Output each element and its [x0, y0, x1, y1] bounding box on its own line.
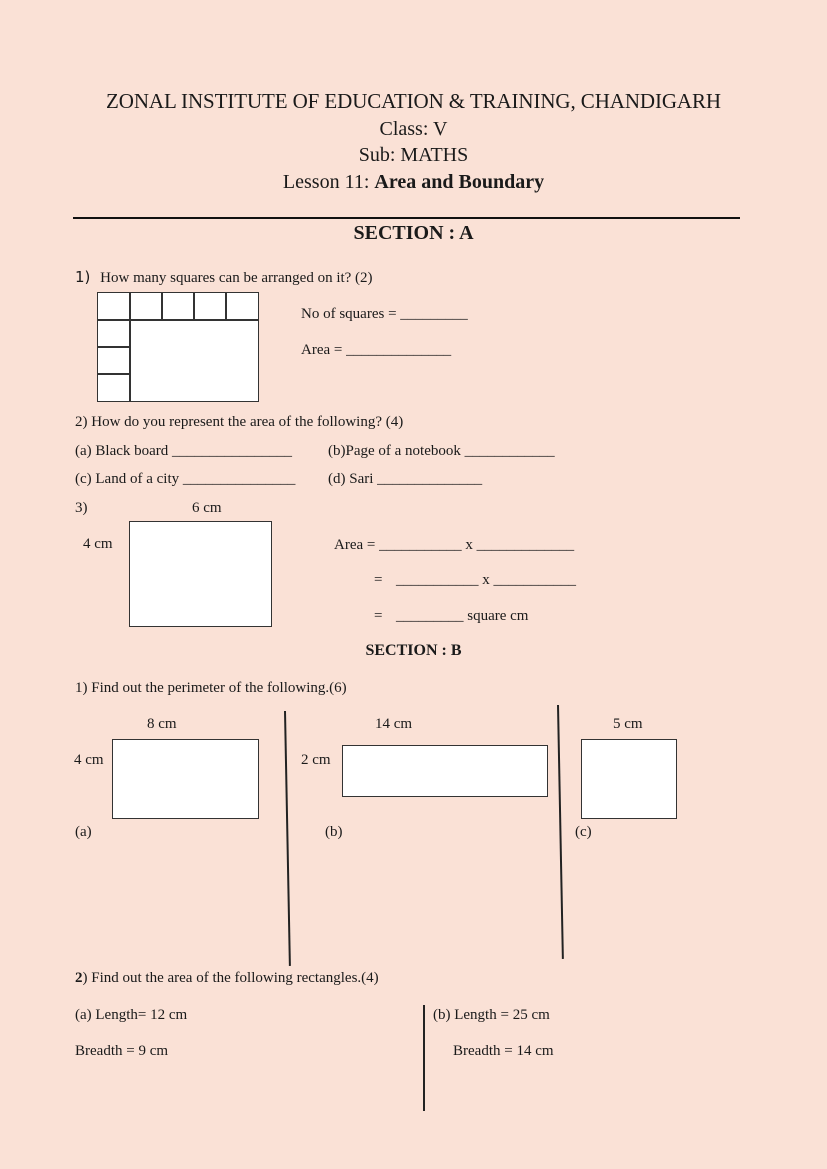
section-b-q1-text: 1) Find out the perimeter of the following.(6) — [75, 680, 347, 696]
q3-area-line-3[interactable]: _________ square cm — [396, 608, 529, 624]
q2-item-c[interactable]: (c) Land of a city _______________ — [75, 471, 296, 487]
fig-c-label: (c) — [575, 824, 592, 840]
column-divider — [557, 705, 563, 959]
q3-rectangle-figure — [129, 521, 272, 627]
q2-b-length: (b) Length = 25 cm — [433, 1007, 550, 1023]
q3-area-line-1[interactable]: Area = ___________ x _____________ — [334, 537, 575, 553]
q1-text: How many squares can be arranged on it? (2) — [100, 270, 373, 286]
institute-name: ZONAL INSTITUTE OF EDUCATION & TRAINING, CHANDIGARH — [106, 89, 721, 113]
lesson-title: Area and Boundary — [374, 171, 545, 193]
q3-equals-2: = — [374, 572, 383, 588]
q2-a-length: (a) Length= 12 cm — [75, 1007, 188, 1023]
section-a-q2-text: 2) How do you represent the area of the following? (4) — [75, 414, 404, 430]
fig-c-top-dimension: 5 cm — [613, 716, 643, 732]
fig-c-rectangle — [581, 739, 677, 819]
q3-top-dimension: 6 cm — [192, 500, 222, 516]
fig-a-side-dimension: 4 cm — [74, 752, 104, 768]
fig-a-label: (a) — [75, 824, 92, 840]
q3-side-dimension: 4 cm — [83, 536, 113, 552]
fig-a-top-dimension: 8 cm — [147, 716, 177, 732]
fig-b-top-dimension: 14 cm — [375, 716, 413, 732]
fig-b-rectangle — [342, 745, 548, 797]
column-divider — [284, 711, 290, 966]
no-of-squares-answer[interactable]: No of squares = _________ — [301, 306, 468, 322]
section-b-title: SECTION : B — [365, 642, 462, 659]
q2-number: 2 — [75, 970, 83, 986]
grid-row-line — [97, 373, 130, 375]
section-a-q3-number: 3) — [75, 500, 88, 516]
section-a-q1 — [75, 268, 373, 287]
q2-b-breadth: Breadth = 14 cm — [453, 1043, 554, 1059]
header-rule — [73, 217, 740, 219]
lesson-line — [0, 171, 827, 194]
grid-col-line — [225, 292, 227, 320]
lesson-prefix: Lesson 11: — [282, 171, 375, 193]
q3-equals-3: = — [374, 608, 383, 624]
section-b-q2 — [75, 970, 379, 987]
fig-a-rectangle — [112, 739, 259, 819]
q1-number: 1) — [75, 268, 91, 286]
grid-col-line — [161, 292, 163, 320]
column-divider — [423, 1005, 425, 1111]
q2-item-d[interactable]: (d) Sari ______________ — [328, 471, 483, 487]
fig-b-label: (b) — [325, 824, 343, 840]
section-a-title: SECTION : A — [353, 222, 474, 244]
q2-item-a[interactable]: (a) Black board ________________ — [75, 443, 293, 459]
grid-row-line — [97, 319, 258, 321]
area-answer[interactable]: Area = ______________ — [301, 342, 452, 358]
grid-row-line — [97, 346, 130, 348]
q3-area-line-2[interactable]: ___________ x ___________ — [396, 572, 576, 588]
grid-col-line — [193, 292, 195, 320]
class-line: Class: V — [379, 118, 448, 140]
subject-line: Sub: MATHS — [358, 144, 469, 166]
fig-b-side-dimension: 2 cm — [301, 752, 331, 768]
q2-text: ) Find out the area of the following rectangles.(4) — [82, 970, 379, 986]
q2-item-b[interactable]: (b)Page of a notebook ____________ — [328, 443, 555, 459]
q2-a-breadth: Breadth = 9 cm — [75, 1043, 169, 1059]
